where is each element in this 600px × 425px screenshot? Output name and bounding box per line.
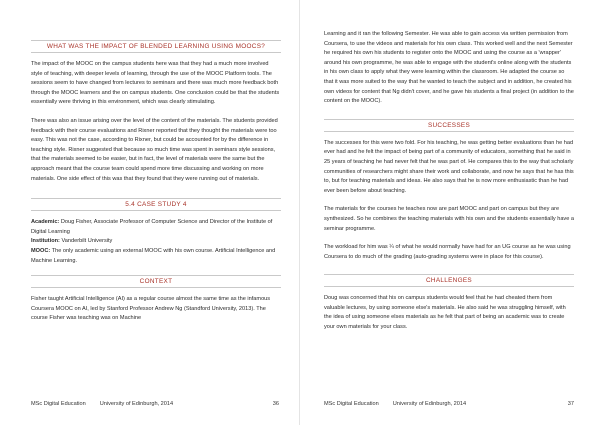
section-heading-impact: WHAT WAS THE IMPACT OF BLENDED LEARNING USING MOOCS? (31, 40, 281, 53)
section-heading-challenges: CHALLENGES (324, 274, 574, 287)
paragraph: There was also an issue arising over the level of the content of the materials. The students provided feedback with their course evaluations and Rixner reported that they thought the materials were too easy. This was not the case, according to Rixner, but could be accounted for by the difference in teaching style. Rixner suggested that because so much time was spent in seminars style sessions, that the materials seemed to be easier, but in fact, the level of materials were the same but the approach meant that the course team could spend more time discussing and working on more materials. One side effect of this was that they found that they were running out of materials. (31, 117, 278, 182)
footer-title: MSc Digital Education (31, 401, 86, 407)
section-heading-case-study: 5.4 CASE STUDY 4 (31, 198, 281, 211)
page-number: 36 (272, 401, 279, 407)
paragraph: Learning and it ran the following Semester. He was able to gain access via written permission from Coursera, to use the videos and materials for his own class. This worked well and the next Semester he required his own his students to register onto the MOOC and using the course as a 'wrapper' around his own programme, he was able to engage with the student's online along with the students in his own class to apply what they were learning within the classroom. He adapted the course so that it was more suited to the way that he wanted to teach the subject and in addition, he created his own videos for content that Ng didn't cover, and he gave his students a final project (in addition to the content on the MOOC). (324, 31, 574, 105)
footer-title: MSc Digital Education (324, 401, 379, 407)
academic-label: Academic: (31, 219, 60, 226)
page-footer (324, 401, 574, 407)
footer-university: University of Edinburgh, 2014 (99, 401, 174, 407)
section-heading-context: CONTEXT (31, 275, 281, 288)
left-column (31, 40, 281, 333)
page-number: 37 (567, 401, 574, 407)
mooc-label: MOOC: (31, 247, 51, 254)
institution-line (31, 237, 281, 247)
academic-value: Doug Fisher, Associate Professor of Computer Science and Director of the Institute of Digital Learning (31, 219, 273, 235)
right-column (324, 30, 574, 342)
paragraph: Fisher taught Artificial Intelligence (AI) as a regular course almost the same time as the infamous Coursera MOOC on AI, led by Stanford Professor Andrew Ng (Standford University, 2013). The course Fisher was teaching was on Machine (31, 296, 271, 322)
academic-line (31, 218, 281, 237)
paragraph: The impact of the MOOC on the campus students here was that they had a much more involved style of teaching, with deeper levels of learning, through the use of the MOOC Platform tools. The sessions seem to have changed from lectures to seminars and there was much more feedback both through the MOOC learners and the on campus students. One conclusion could be that the students essentially were thriving in this environment, which was clearly stimulating. (31, 61, 280, 106)
mooc-value: The only academic using an external MOOC with his own course. Artificial Intelligence and Machine Learning. (31, 247, 276, 264)
section-heading-successes: SUCCESSES (324, 119, 574, 132)
institution-value: Vanderbilt University (59, 238, 113, 245)
paragraph: The successes for this were two fold. For his teaching, he was getting better evaluations than he had ever had and he felt the impact of being part of a community of educators, something that he said in 25 years of teaching he had never felt that he was part of. He compares this to the way that scholarly communities of researchers might share their work and collaborate, and now he says that he has this to, but for teaching materials and ideas. He also says that he is now more enthusiastic than he had ever been before about teaching. (324, 139, 574, 194)
paragraph: The workload for him was ¼ of what he would normally have had for an UG course as he was using Coursera to do much of the grading (auto-grading systems were in place for this course). (324, 244, 571, 260)
page-37 (300, 0, 600, 425)
footer-university: University of Edinburgh, 2014 (392, 401, 467, 407)
paragraph: The materials for the courses he teaches now are part MOOC and part on campus but they are synthesized. So he combines the teaching materials with his own and the students essentially have a seminar programme. (324, 206, 574, 232)
paragraph: Doug was concerned that his on campus students would feel that he had cheated them from valuable lectures, by using someone else's materials. He also said he was struggling himself, with the idea of using someone elses materials as he felt that part of being an academic was to create your own materials for your class. (324, 295, 566, 331)
institution-label: Institution: (31, 238, 60, 245)
page-footer (31, 401, 279, 407)
mooc-line (31, 247, 281, 266)
